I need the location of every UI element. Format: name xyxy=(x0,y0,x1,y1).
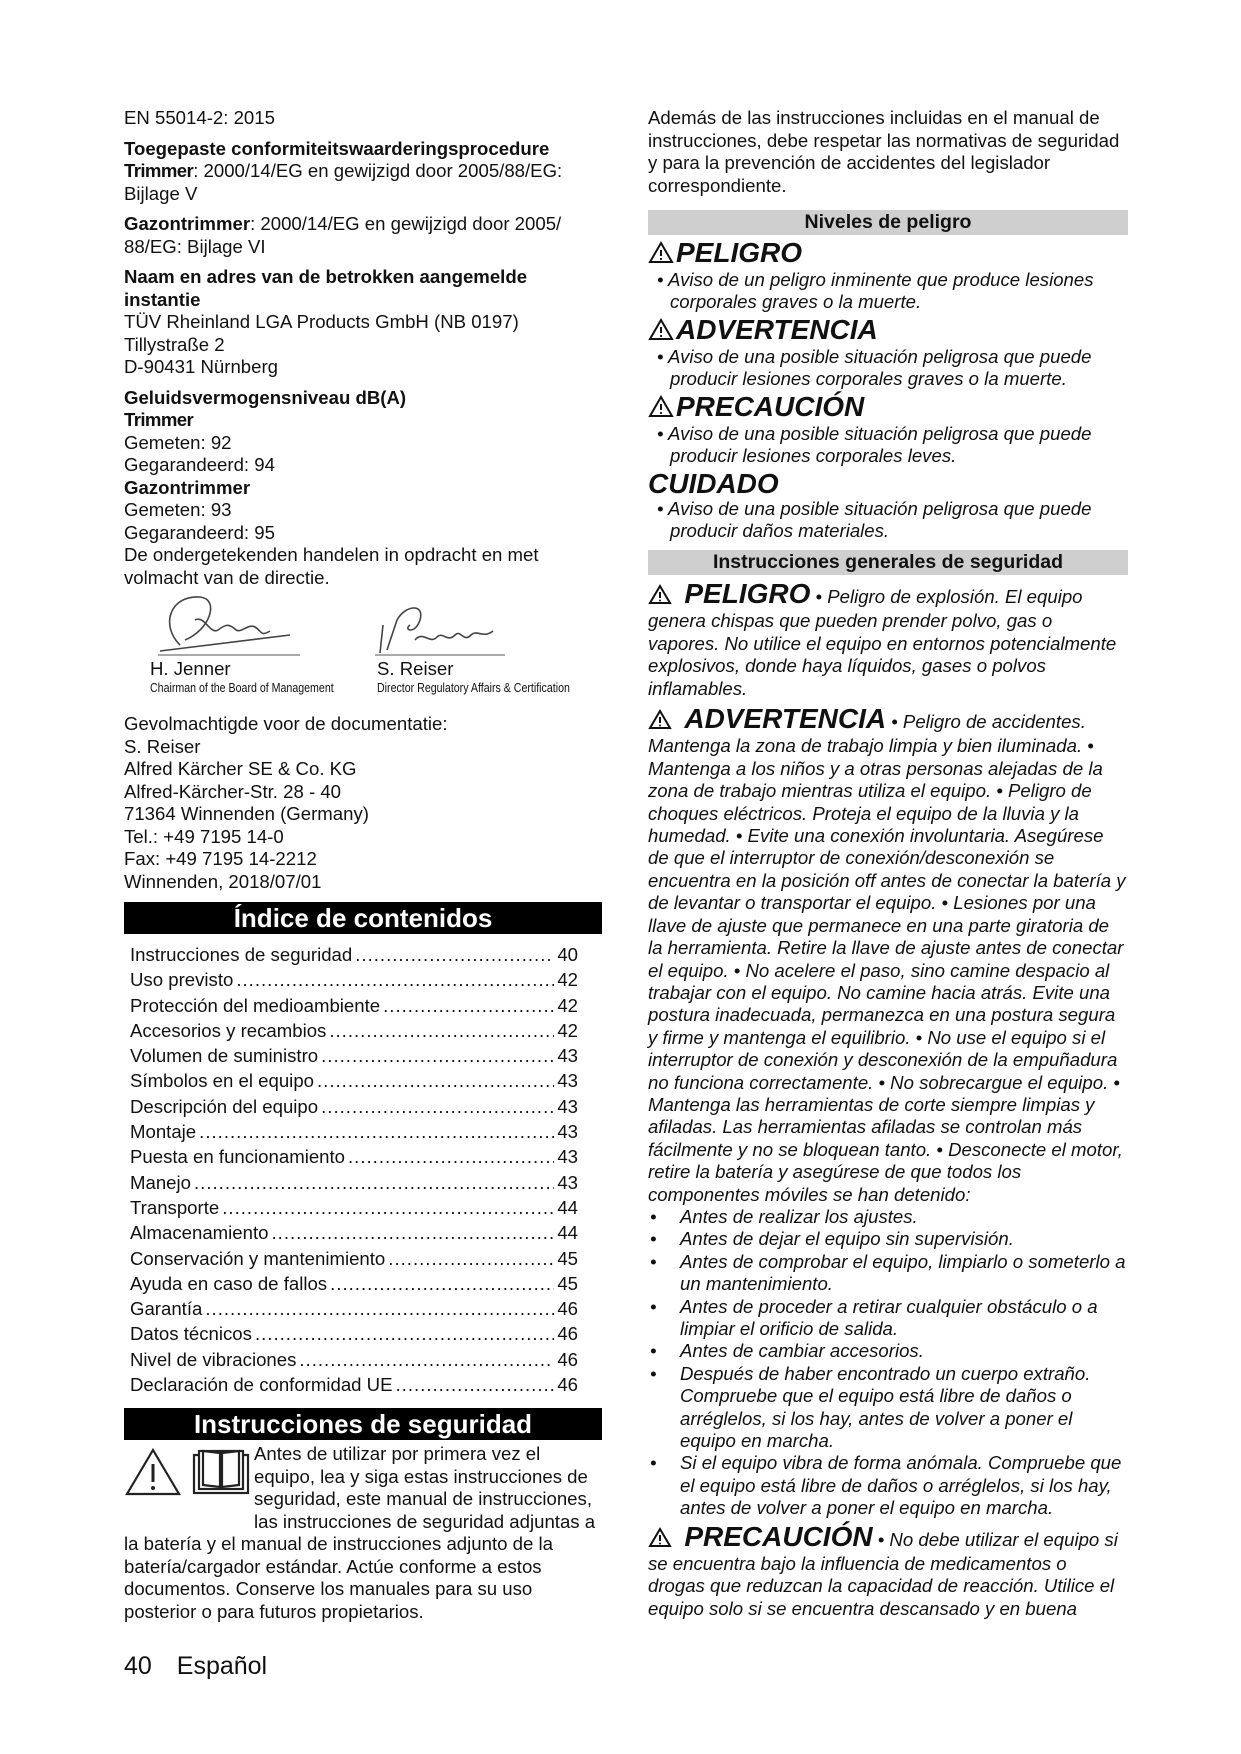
toc-label: Puesta en funcionamiento xyxy=(130,1146,346,1168)
level-description: • Aviso de una posible situación peligrosa que puede producir lesiones corporales leves. xyxy=(657,423,1092,466)
danger-levels xyxy=(648,238,1128,542)
signer-jenner xyxy=(150,658,366,696)
sound-trimmer-label: Trimmer xyxy=(124,409,194,430)
toc-page: 43 xyxy=(557,1095,578,1117)
toc-label: Transporte xyxy=(130,1196,220,1218)
bullet-text: Antes de proceder a retirar cualquier obstáculo o a limpiar el orificio de salida. xyxy=(680,1295,1098,1339)
toc-page: 43 xyxy=(557,1070,578,1092)
bullet-dot: • xyxy=(650,1228,657,1250)
safety-intro-block xyxy=(124,1443,602,1623)
signature-reiser xyxy=(375,595,515,660)
toc-label: Símbolos en el equipo xyxy=(130,1070,314,1092)
toc-label: Declaración de conformidad UE xyxy=(130,1374,393,1396)
table-of-contents xyxy=(124,942,602,1397)
toc-page: 40 xyxy=(557,944,578,965)
toc-page: 42 xyxy=(557,1019,578,1041)
level-description: • Aviso de una posible situación peligrosa que puede producir daños materiales. xyxy=(657,498,1092,541)
footer-language: Español xyxy=(176,1652,268,1680)
warning-icon xyxy=(648,1527,672,1553)
toc-entry[interactable] xyxy=(124,1347,602,1372)
toc-page: 45 xyxy=(557,1272,578,1294)
precaucion-paragraph: PRECAUCIÓN • No debe utilizar el equipo si se encuentra bajo la influencia de medicamentos o drogas que reduzcan la capacidad de reacción. Utilice el equipo solo si se encuentra descansado y en buena xyxy=(648,1520,1118,1619)
level-text: Aviso de una posible situación peligrosa que puede producir daños materiales. xyxy=(668,498,1092,541)
doc-line: Fax: +49 7195 14-2212 xyxy=(124,848,317,869)
bullet-list xyxy=(648,1206,1128,1520)
bullet-item xyxy=(648,1363,1128,1453)
bullet-dot: • xyxy=(650,1295,657,1317)
toc-label: Datos técnicos xyxy=(130,1323,252,1345)
toc-entry[interactable] xyxy=(124,942,602,967)
toc-page: 45 xyxy=(557,1247,578,1269)
toc-page: 46 xyxy=(557,1348,578,1370)
level-label: ADVERTENCIA xyxy=(676,314,878,345)
page-footer xyxy=(124,1652,267,1680)
right-flow xyxy=(648,210,1128,1620)
toc-title: Índice de contenidos xyxy=(124,902,602,934)
toc-page: 43 xyxy=(557,1171,578,1193)
toc-page: 43 xyxy=(557,1146,578,1168)
bullet-item xyxy=(648,1206,1128,1228)
toc-entry[interactable] xyxy=(124,1195,602,1220)
sound-gazon-label: Gazontrimmer xyxy=(124,476,251,498)
doc-line: 71364 Winnenden (Germany) xyxy=(124,803,369,824)
advertencia-label: ADVERTENCIA xyxy=(684,703,887,735)
toc-entry[interactable] xyxy=(124,1018,602,1043)
notified-line: D-90431 Nürnberg xyxy=(124,356,279,377)
toc-label: Garantía xyxy=(130,1298,203,1320)
toc-entry[interactable] xyxy=(124,993,602,1018)
procedure-heading: Toegepaste conformiteitswaarderingsprocedure xyxy=(124,137,550,159)
sound-value: Gegarandeerd: 94 xyxy=(124,454,275,475)
toc-page: 44 xyxy=(557,1222,578,1244)
level-text: Aviso de un peligro inminente que produce lesiones corporales graves o la muerte. xyxy=(668,269,1094,312)
toc-leader xyxy=(255,1321,554,1346)
bullet-text: Después de haber encontrado un cuerpo extraño. Compruebe que el equipo está libre de daños o arréglelos, si los hay, antes de volver a poner el equipo en marcha. xyxy=(680,1362,1091,1452)
toc-label: Manejo xyxy=(130,1171,191,1193)
level-label: PELIGRO xyxy=(676,237,803,268)
danger-level xyxy=(648,392,1128,467)
read-manual-book-icon xyxy=(191,1447,251,1497)
gazontrimmer-label: Gazontrimmer xyxy=(124,213,251,234)
toc-leader xyxy=(299,1347,554,1372)
bullet-text: Antes de cambiar accesorios. xyxy=(680,1340,924,1362)
bullet-text: Antes de comprobar el equipo, limpiarlo o someterlo a un mantenimiento. xyxy=(680,1250,1126,1295)
trimmer-text: : 2000/14/EG en gewijzigd door 2005/88/EG: Bijlage V xyxy=(124,160,563,204)
toc-label: Uso previsto xyxy=(130,969,234,991)
toc-label: Montaje xyxy=(130,1121,197,1143)
sound-value: Gemeten: 92 xyxy=(124,431,232,453)
danger-level-name xyxy=(648,392,1128,423)
toc-leader xyxy=(199,1119,554,1144)
toc-label: Volumen de suministro xyxy=(130,1045,319,1067)
toc-page: 42 xyxy=(557,969,578,991)
toc-leader xyxy=(355,942,554,967)
bullet-dot: • xyxy=(650,1340,657,1362)
bullet-item xyxy=(648,1340,1128,1362)
page-number: 40 xyxy=(124,1652,152,1680)
signer-name: S. Reiser xyxy=(377,658,454,679)
warning-icon xyxy=(648,584,672,610)
toc-page: 46 xyxy=(557,1298,578,1320)
danger-level-name xyxy=(648,315,1128,346)
toc-leader xyxy=(348,1144,554,1169)
signer-title: Chairman of the Board of Management xyxy=(150,680,334,695)
general-safety xyxy=(648,579,1128,1620)
toc-leader xyxy=(321,1043,554,1068)
level-label: PRECAUCIÓN xyxy=(676,391,865,422)
intro-text: Además de las instrucciones incluidas en el manual de instrucciones, debe respetar las normativas de seguridad y para la prevención de accidentes del legislador correspondiente. xyxy=(648,107,1120,196)
notified-line: Tillystraße 2 xyxy=(124,333,225,355)
signature-jenner xyxy=(140,585,310,660)
safety-icons xyxy=(124,1447,254,1515)
toc-entry[interactable] xyxy=(124,1094,602,1119)
toc-leader xyxy=(272,1220,555,1245)
sound-value: Gemeten: 93 xyxy=(124,499,232,520)
danger-level xyxy=(648,238,1128,313)
toc-leader xyxy=(194,1170,554,1195)
toc-entry[interactable] xyxy=(124,967,602,992)
levels-title: Niveles de peligro xyxy=(648,210,1128,235)
toc-page: 42 xyxy=(557,994,578,1016)
danger-level xyxy=(648,315,1128,390)
toc-label: Instrucciones de seguridad xyxy=(130,944,353,965)
bullet-dot: • xyxy=(650,1250,657,1272)
signer-name: H. Jenner xyxy=(150,658,231,679)
bullet-dot: • xyxy=(650,1362,657,1384)
toc-entry[interactable] xyxy=(124,1321,602,1346)
bullet-item xyxy=(648,1296,1128,1341)
declaration-block xyxy=(124,107,602,589)
notified-line: TÜV Rheinland LGA Products GmbH (NB 0197) xyxy=(124,311,519,332)
peligro-paragraph: PELIGRO • Peligro de explosión. El equipo genera chispas que pueden prender polvo, gas o vapores. No utilice el equipo en entornos potencialmente explosivos, donde haya líquidos, gases o polvos inflamables. xyxy=(648,578,1117,699)
warning-icon xyxy=(648,394,674,423)
toc-page: 43 xyxy=(557,1121,578,1143)
safety-title: Instrucciones de seguridad xyxy=(124,1408,602,1440)
toc-entry[interactable] xyxy=(124,1220,602,1245)
bullet-item xyxy=(648,1452,1128,1519)
documentation-block xyxy=(124,713,602,893)
toc-label: Almacenamiento xyxy=(130,1222,269,1244)
level-text: Aviso de una posible situación peligrosa que puede producir lesiones corporales leves. xyxy=(668,423,1092,466)
toc-entry[interactable] xyxy=(124,1144,602,1169)
doc-line: S. Reiser xyxy=(124,735,201,757)
toc-entry[interactable] xyxy=(124,1271,602,1296)
toc-leader xyxy=(321,1094,554,1119)
toc-page: 43 xyxy=(557,1045,578,1067)
gazontrimmer-text: : 2000/14/EG en gewijzigd door 2005/ 88/EG: Bijlage VI xyxy=(124,213,562,257)
toc-leader xyxy=(317,1068,554,1093)
doc-line: Alfred Kärcher SE & Co. KG xyxy=(124,758,357,779)
warning-icon xyxy=(648,317,674,346)
toc-leader xyxy=(205,1296,554,1321)
signer-reiser xyxy=(377,658,604,696)
toc-label: Accesorios y recambios xyxy=(130,1019,327,1041)
level-description: • Aviso de una posible situación peligrosa que puede producir lesiones corporales graves o la muerte. xyxy=(657,346,1092,389)
level-label: CUIDADO xyxy=(648,468,779,499)
toc-page: 44 xyxy=(557,1196,578,1218)
danger-level-name xyxy=(648,238,1128,269)
signer-title: Director Regulatory Affairs & Certification xyxy=(377,680,570,695)
warning-icon xyxy=(648,709,672,735)
toc-entry[interactable] xyxy=(124,1068,602,1093)
toc-label: Conservación y mantenimiento xyxy=(130,1247,386,1269)
advertencia-text: Peligro de accidentes. Mantenga la zona de trabajo limpia y bien iluminada. • Mantenga a los niños y a otras personas alejadas de la zona de trabajo mientras utiliza el equipo. • Peligro de choques eléctricos. Proteja el equipo de la lluvia y la humedad. • Evite una conexión involuntaria. Asegúrese de que el interruptor de conexión/desconexión se encuentra en la posición off antes de conectar la batería y de levantar o transportar el equipo. • Lesiones por una llave de ajuste que permanece en una parte giratoria de la herramienta. Retire la llave de ajuste antes de conectar el equipo. • No acelere el paso, sino camine despacio al trabajar con el equipo. No camine hacia atrás. Evite una postura inadecuada, permanezca en una postura segura y firme y mantenga el equilibrio. • No use el equipo si el interruptor de conexión y desconexión de la empuñadura no funciona correctamente. • No sobrecargue el equipo. • Mantenga las herramientas de corte siempre limpias y afiladas. Las herramientas afiladas se controlan más fácilmente y no se bloquean tanto. • Desconecte el motor, retire la batería y asegúrese de que todos los componentes móviles se han detenido: xyxy=(648,711,1126,1205)
advertencia-paragraph: ADVERTENCIA • Peligro de accidentes. Mantenga la zona de trabajo limpia y bien iluminada. • Mantenga a los niños y a otras personas alejadas de la zona de trabajo mientras utiliza el equipo. • Peligro de choques eléctricos. Proteja el equipo de la lluvia y la humedad. • Evite una conexión involuntaria. Asegúrese de que el interruptor de conexión/desconexión se encuentra en la posición off antes de conectar la batería y de levantar o transportar el equipo. • Lesiones por una llave de ajuste que permanece en una parte giratoria de la herramienta. Retire la llave de ajuste antes de conectar el equipo. • No acelere el paso, sino camine despacio al trabajar con el equipo. No camine hacia atrás. Evite una postura inadecuada, permanezca en una postura segura y firme y mantenga el equilibrio. • No use el equipo si el interruptor de conexión y desconexión de la empuñadura no funciona correctamente. • No sobrecargue el equipo. • Mantenga las herramientas de corte siempre limpias y afiladas. Las herramientas afiladas se controlan más fácilmente y no se bloquean tanto. • Desconecte el motor, retire la batería y asegúrese de que todos los componentes móviles se han detenido: xyxy=(648,703,1126,1205)
toc-entry[interactable] xyxy=(124,1043,602,1068)
toc-leader xyxy=(222,1195,554,1220)
sound-heading: Geluidsvermogensniveau dB(A) xyxy=(124,386,407,408)
danger-level xyxy=(648,469,1128,542)
bullet-item xyxy=(648,1251,1128,1296)
danger-level-name xyxy=(648,469,1128,498)
toc-leader xyxy=(383,993,554,1018)
trimmer-label: Trimmer xyxy=(124,160,194,181)
safety-intro-text: Antes de utilizar por primera vez el equipo, lea y siga estas instrucciones de seguridad, este manual de instrucciones, las instrucciones de seguridad adjuntas a la batería y el manual de instrucciones adjunto de la batería/cargador estándar. Actúe conforme a estos documentos. Conserve los manuales para su uso posterior o para futuros propietarios. xyxy=(124,1443,596,1622)
peligro-label: PELIGRO xyxy=(684,578,811,609)
toc-page: 46 xyxy=(557,1374,578,1396)
standard-line: EN 55014-2: 2015 xyxy=(124,107,275,128)
bullet-dot: • xyxy=(650,1205,657,1227)
level-text: Aviso de una posible situación peligrosa que puede producir lesiones corporales graves o la muerte. xyxy=(668,346,1092,389)
toc-leader xyxy=(236,967,554,992)
general-title: Instrucciones generales de seguridad xyxy=(648,550,1128,575)
toc-entry[interactable] xyxy=(124,1296,602,1321)
toc-label: Descripción del equipo xyxy=(130,1095,319,1117)
doc-line: Winnenden, 2018/07/01 xyxy=(124,870,322,892)
toc-leader xyxy=(396,1372,555,1397)
toc-leader xyxy=(330,1271,554,1296)
signers-note: De ondergetekenden handelen in opdracht en met volmacht van de directie. xyxy=(124,544,539,588)
precaucion-text: No debe utilizar el equipo si se encuentra bajo la influencia de medicamentos o drogas que reduzcan la capacidad de reacción. Utilice el equipo solo si se encuentra descansado y en buena xyxy=(648,1528,1118,1619)
toc-label: Nivel de vibraciones xyxy=(130,1348,297,1370)
bullet-text: Si el equipo vibra de forma anómala. Compruebe que el equipo está libre de daños o arréglelos, si los hay, antes de volver a poner el equipo en marcha. xyxy=(680,1452,1122,1519)
sound-value: Gegarandeerd: 95 xyxy=(124,521,275,543)
doc-line: Alfred-Kärcher-Str. 28 - 40 xyxy=(124,780,342,802)
bullet-dot: • xyxy=(650,1452,657,1474)
doc-line: Gevolmachtigde voor de documentatie: xyxy=(124,713,448,734)
toc-entry[interactable] xyxy=(124,1372,602,1397)
toc-label: Ayuda en caso de fallos xyxy=(130,1272,328,1294)
toc-label: Protección del medioambiente xyxy=(130,994,381,1016)
trimmer-procedure xyxy=(124,160,602,205)
warning-triangle-icon xyxy=(124,1447,182,1497)
peligro-text: Peligro de explosión. El equipo genera chispas que pueden prender polvo, gas o vapores. No utilice el equipo en entornos potencialmente explosivos, donde haya líquidos, gases o polvos inflamables. xyxy=(648,586,1117,699)
bullet-text: Antes de realizar los ajustes. xyxy=(680,1205,918,1227)
bullet-item xyxy=(648,1228,1128,1250)
gazontrimmer-procedure xyxy=(124,213,602,258)
toc-entry[interactable] xyxy=(124,1119,602,1144)
toc-leader xyxy=(329,1018,554,1043)
toc-entry[interactable] xyxy=(124,1246,602,1271)
level-description: • Aviso de un peligro inminente que produce lesiones corporales graves o la muerte. xyxy=(657,269,1094,312)
toc-page: 46 xyxy=(557,1323,578,1345)
precaucion-label: PRECAUCIÓN xyxy=(684,1520,873,1552)
right-intro xyxy=(648,107,1128,197)
toc-leader xyxy=(388,1246,554,1271)
doc-line: Tel.: +49 7195 14-0 xyxy=(124,825,284,847)
toc-entry[interactable] xyxy=(124,1170,602,1195)
bullet-text: Antes de dejar el equipo sin supervisión. xyxy=(680,1228,1014,1250)
notified-heading: Naam en adres van de betrokken aangemelde instantie xyxy=(124,266,528,310)
warning-icon xyxy=(648,240,674,269)
